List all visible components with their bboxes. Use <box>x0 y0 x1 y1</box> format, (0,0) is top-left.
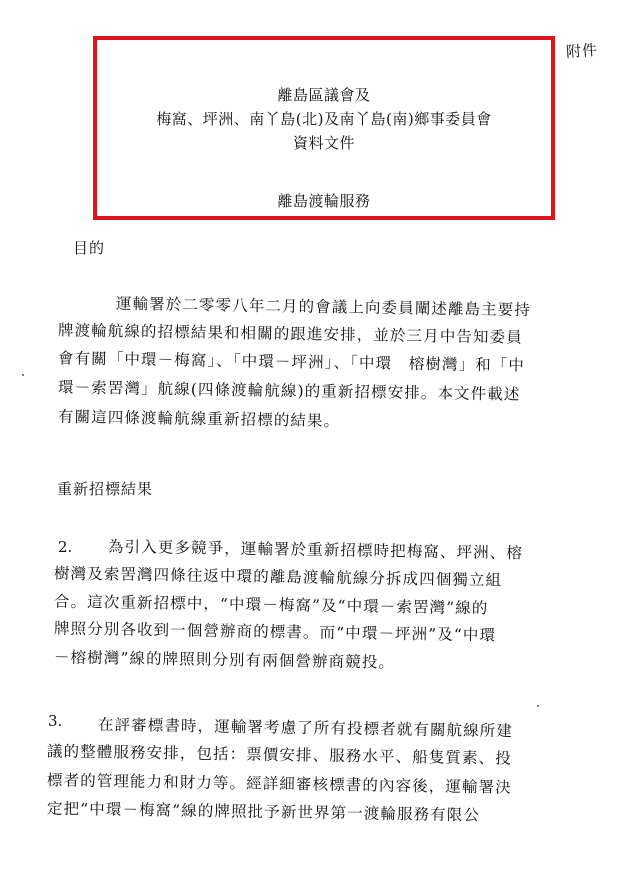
scan-speck <box>537 705 539 707</box>
purpose-heading: 目的 <box>73 239 106 257</box>
para3-line-3: 標者的管理能力和財力等。經詳細審核標書的內容後，運輸署決 <box>46 771 512 797</box>
handwritten-annotation: 附件 <box>565 40 599 62</box>
para2-line-3: 合。這次重新招標中，“中環－梅窩”及“中環－索罟灣”線的 <box>53 592 489 618</box>
para3-line-2: 議的整體服務安排，包括：票價安排、服務水平、船隻質素、投 <box>46 742 512 768</box>
title-line-1: 離島區議會及 <box>277 86 371 104</box>
title-line-4: 離島渡輪服務 <box>277 192 371 210</box>
para1-line-1: 運輸署於二零零八年二月的會議上向委員闡述離島主要持 <box>115 294 532 320</box>
para3-line-1: 在評審標書時，運輸署考慮了所有投標者就有關航線所建 <box>97 715 514 741</box>
para1-line-2: 牌渡輪航線的招標結果和相關的跟進安排，並於三月中告知委員 <box>57 321 523 347</box>
para3-number: 3. <box>48 712 63 730</box>
para2-number: 2. <box>58 538 73 556</box>
title-line-3: 資料文件 <box>292 134 355 152</box>
para2-line-4: 牌照分別各收到一個營辦商的標書。而“中環－坪洲”及“中環 <box>53 619 497 645</box>
para1-line-5: 有關這四條渡輪航線重新招標的結果。 <box>57 407 341 431</box>
title-line-2: 梅窩、坪洲、南丫島(北)及南丫島(南)鄉事委員會 <box>156 110 492 128</box>
retender-heading: 重新招標結果 <box>57 480 154 498</box>
para1-line-3: 會有關「中環－梅窩」、「中環－坪洲」、「中環 榕樹灣」和「中 <box>57 349 526 375</box>
scan-speck <box>22 374 24 376</box>
para2-line-2: 樹灣及索罟灣四條往返中環的離島渡輪航線分拆成四個獨立組 <box>53 564 503 590</box>
para2-line-1: 為引入更多競爭，運輸署於重新招標時把梅窩、坪洲、榕 <box>107 537 524 563</box>
para2-line-5: －榕樹灣”線的牌照則分別有兩個營辦商競投。 <box>53 648 396 672</box>
para3-line-4: 定把“中環－梅窩”線的牌照批予新世界第一渡輪服務有限公 <box>46 799 481 825</box>
title-box <box>93 36 555 220</box>
para1-line-4: 環－索罟灣」航線(四條渡輪航線)的重新招標安排。本文件載述 <box>57 378 521 404</box>
